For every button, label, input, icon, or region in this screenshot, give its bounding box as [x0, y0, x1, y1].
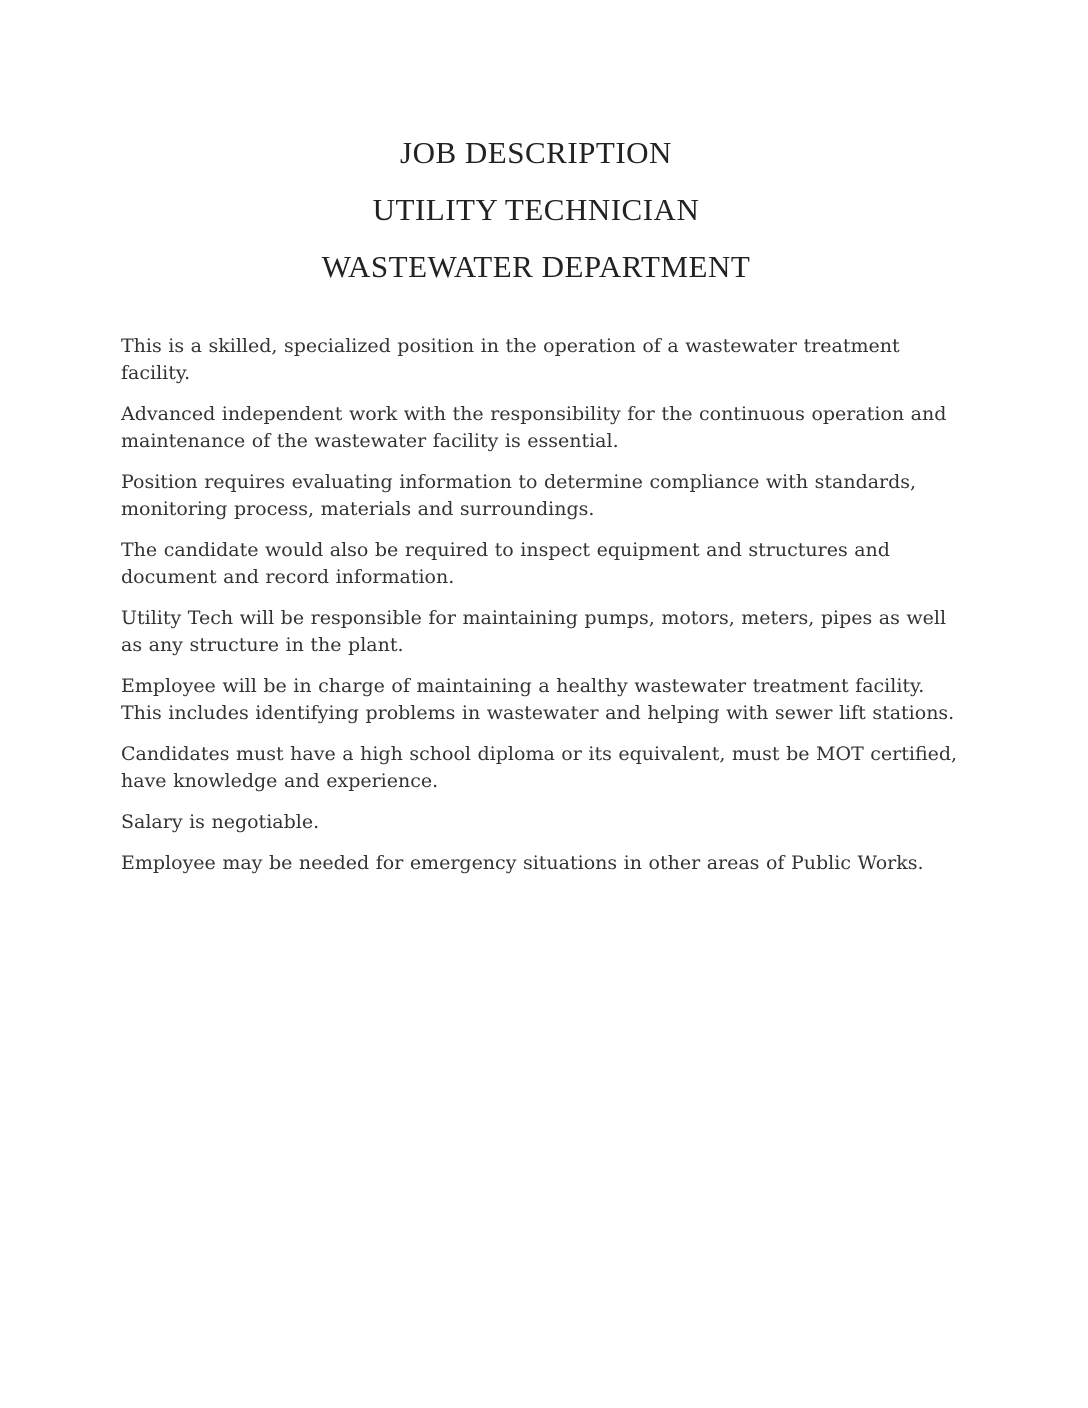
paragraph-facility-duties: Employee will be in charge of maintaining a healthy wastewater treatment facility. This includes identifying problems in wastewater and helping with sewer lift stations.	[121, 675, 955, 724]
paragraph-maintenance: Utility Tech will be responsible for maintaining pumps, motors, meters, pipes as well as any structure in the plant.	[121, 607, 947, 656]
paragraph-emergency: Employee may be needed for emergency situations in other areas of Public Works.	[121, 852, 924, 874]
title-line-position: UTILITY TECHNICIAN	[372, 192, 700, 227]
paragraph-requirements: Position requires evaluating information to determine compliance with standards, monitoring process, materials and surroundings.	[121, 471, 917, 520]
document-title	[0, 124, 1072, 295]
title-line-job-description: JOB DESCRIPTION	[400, 135, 672, 170]
paragraph-salary: Salary is negotiable.	[121, 811, 320, 833]
paragraph-responsibility: Advanced independent work with the responsibility for the continuous operation and maintenance of the wastewater facility is essential.	[121, 403, 947, 452]
paragraph-position-summary: This is a skilled, specialized position in the operation of a wastewater treatment facility.	[121, 335, 900, 384]
paragraph-qualifications: Candidates must have a high school diploma or its equivalent, must be MOT certified, have knowledge and experience.	[121, 743, 958, 792]
paragraph-inspection: The candidate would also be required to inspect equipment and structures and document and record information.	[121, 539, 890, 588]
title-line-department: WASTEWATER DEPARTMENT	[321, 249, 751, 284]
document-body	[121, 333, 971, 891]
